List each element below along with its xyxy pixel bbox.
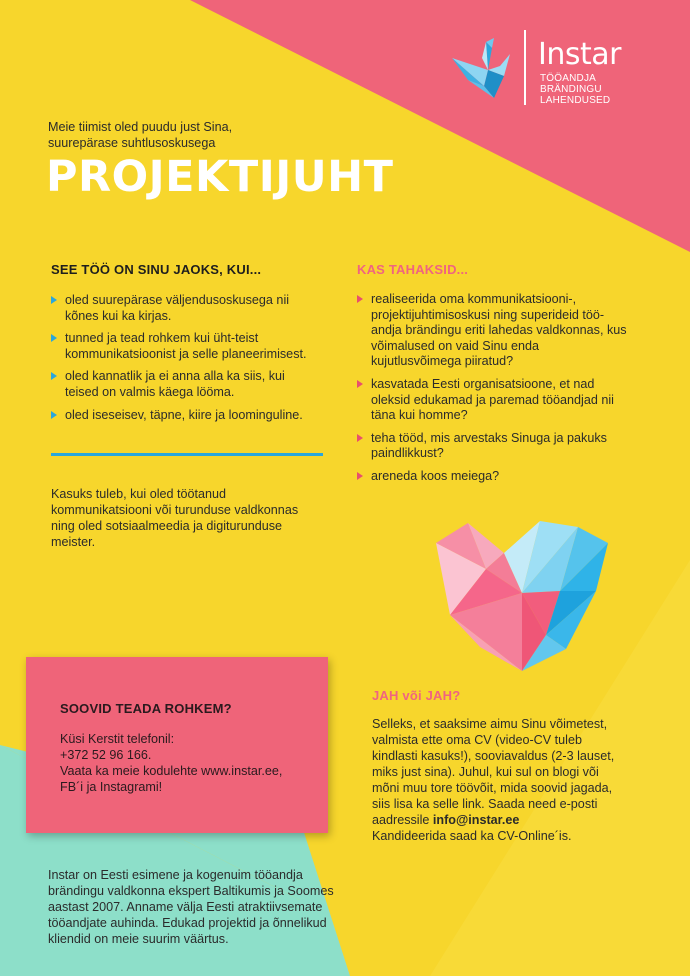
list-item bbox=[357, 292, 657, 370]
about-text bbox=[48, 867, 378, 947]
list-item-line: andja brändingu eriti lahedas valdkonnas, kus bbox=[371, 323, 627, 338]
apply-line: mõni muu tore töövõit, mida soovid jagada, bbox=[372, 781, 613, 795]
list-item bbox=[357, 377, 657, 424]
bullet-triangle-icon bbox=[357, 295, 363, 303]
about-line: aastast 2007. Anname välja Eesti atraktiivsemate bbox=[48, 900, 323, 914]
list-item-line: areneda koos meiega? bbox=[371, 468, 500, 483]
opportunities-list bbox=[357, 292, 657, 485]
note-line: kommunikatsiooni või turunduse valdkonnas bbox=[51, 503, 299, 517]
bullet-triangle-icon bbox=[357, 380, 363, 388]
apply-line: Selleks, et saaksime aimu Sinu võimetest, bbox=[372, 717, 608, 731]
about-line: tööandjate auhinda. Edukad projektid ja õnnelikud bbox=[48, 916, 327, 930]
list-item-line: projektijuhtimisoskusi ning superideid töö- bbox=[371, 307, 605, 322]
apply-line: miks just sina). Juhul, kui sul on blogi või bbox=[372, 765, 599, 779]
contact-line: FB´i ja Instagrami! bbox=[60, 780, 163, 794]
list-item-line: oled iseseisev, täpne, kiire ja loominguline. bbox=[65, 407, 303, 422]
list-item-line: kõnes kui ka kirjas. bbox=[65, 308, 172, 323]
section-divider bbox=[51, 453, 323, 456]
polygon-heart-icon bbox=[436, 519, 608, 671]
list-item-line: võimalused on vaid Sinu enda bbox=[371, 338, 540, 353]
contact-phone[interactable]: +372 52 96 166. bbox=[60, 748, 152, 762]
logo-wordmark: Instar bbox=[538, 37, 621, 72]
apply-line: Kandideerida saad ka CV-Online´is. bbox=[372, 829, 572, 843]
apply-line: siis lisa ka selle link. Saada need e-posti bbox=[372, 797, 598, 811]
list-item-line: teised on valmis käega lööma. bbox=[65, 384, 235, 399]
left-section-heading: SEE TÖÖ ON SINU JAOKS, KUI... bbox=[51, 262, 262, 277]
bullet-triangle-icon bbox=[51, 334, 57, 342]
left-section bbox=[51, 262, 326, 430]
apply-line: valmista ette oma CV (video-CV tuleb bbox=[372, 733, 582, 747]
intro-line: Meie tiimist oled puudu just Sina, bbox=[48, 120, 233, 134]
intro-line: suurepärase suhtlusoskusega bbox=[48, 136, 216, 150]
list-item-line: oled kannatlik ja ei anna alla ka siis, kui bbox=[65, 369, 285, 384]
list-item-line: oleksid edukamad ja paremad tööandjad nii bbox=[371, 392, 614, 407]
list-item-line: tunned ja tead rohkem kui üht-teist bbox=[65, 331, 259, 346]
bullet-triangle-icon bbox=[357, 472, 363, 480]
about-line: Instar on Eesti esimene ja kogenuim tööandja bbox=[48, 868, 303, 882]
email-link[interactable]: info@instar.ee bbox=[432, 813, 520, 827]
list-item-line: teha tööd, mis arvestaks Sinuga ja pakuks bbox=[371, 430, 607, 445]
list-item-line: kommunikatsioonist ja selle planeerimisest. bbox=[65, 346, 307, 361]
email-prefix: aadressile bbox=[372, 813, 433, 827]
list-item-line: täna kui homme? bbox=[371, 408, 468, 423]
page-title: PROJEKTIJUHT bbox=[46, 152, 394, 202]
logo[interactable] bbox=[448, 30, 658, 108]
list-item-line: paindlikkust? bbox=[371, 446, 444, 461]
list-item bbox=[51, 331, 326, 362]
intro-text bbox=[48, 119, 232, 151]
contact-line: Küsi Kerstit telefonil: bbox=[60, 732, 175, 746]
list-item bbox=[357, 431, 657, 462]
list-item bbox=[357, 469, 657, 485]
contact-heading: SOOVID TEADA ROHKEM? bbox=[60, 701, 232, 716]
list-item-line: oled suurepärase väljendusoskusega nii bbox=[65, 293, 290, 307]
contact-line: Vaata ka meie kodulehte www.instar.ee, bbox=[60, 764, 283, 778]
logo-tagline-line: LAHENDUSED bbox=[540, 95, 611, 106]
origami-swan-icon bbox=[448, 36, 514, 100]
experience-note bbox=[51, 486, 331, 550]
list-item bbox=[51, 408, 326, 424]
right-section bbox=[357, 262, 657, 492]
contact-box bbox=[26, 657, 328, 833]
right-section-heading: KAS TAHAKSID... bbox=[357, 262, 469, 277]
logo-tagline-line: TÖÖANDJA BRÄNDINGU bbox=[540, 73, 602, 95]
bullet-triangle-icon bbox=[51, 296, 57, 304]
apply-line: kindlasti kasuks!), sooviavaldus (2-3 lauset, bbox=[372, 749, 615, 763]
note-line: ning oled sotsiaalmeedia ja digiturunduse bbox=[51, 519, 283, 533]
list-item bbox=[51, 293, 326, 324]
list-item bbox=[51, 369, 326, 400]
apply-heading: JAH või JAH? bbox=[372, 688, 461, 703]
note-line: meister. bbox=[51, 535, 96, 549]
logo-divider bbox=[524, 30, 526, 105]
contact-text bbox=[60, 731, 282, 795]
list-item-line: kasvatada Eesti organisatsioone, et nad bbox=[371, 376, 595, 391]
bullet-triangle-icon bbox=[357, 434, 363, 442]
requirements-list bbox=[51, 293, 326, 423]
apply-line bbox=[372, 812, 672, 828]
apply-text bbox=[372, 716, 672, 844]
about-line: kliendid on meie suurim väärtus. bbox=[48, 932, 229, 946]
note-line: Kasuks tuleb, kui oled töötanud bbox=[51, 487, 227, 501]
apply-section bbox=[372, 688, 672, 844]
list-item-line: realiseerida oma kommunikatsiooni-, bbox=[371, 292, 577, 306]
logo-tagline bbox=[540, 73, 658, 106]
list-item-line: kujutlusvõimega piiratud? bbox=[371, 354, 514, 369]
bullet-triangle-icon bbox=[51, 372, 57, 380]
about-line: brändingu valdkonna ekspert Baltikumis ja Soomes bbox=[48, 884, 334, 898]
bullet-triangle-icon bbox=[51, 411, 57, 419]
